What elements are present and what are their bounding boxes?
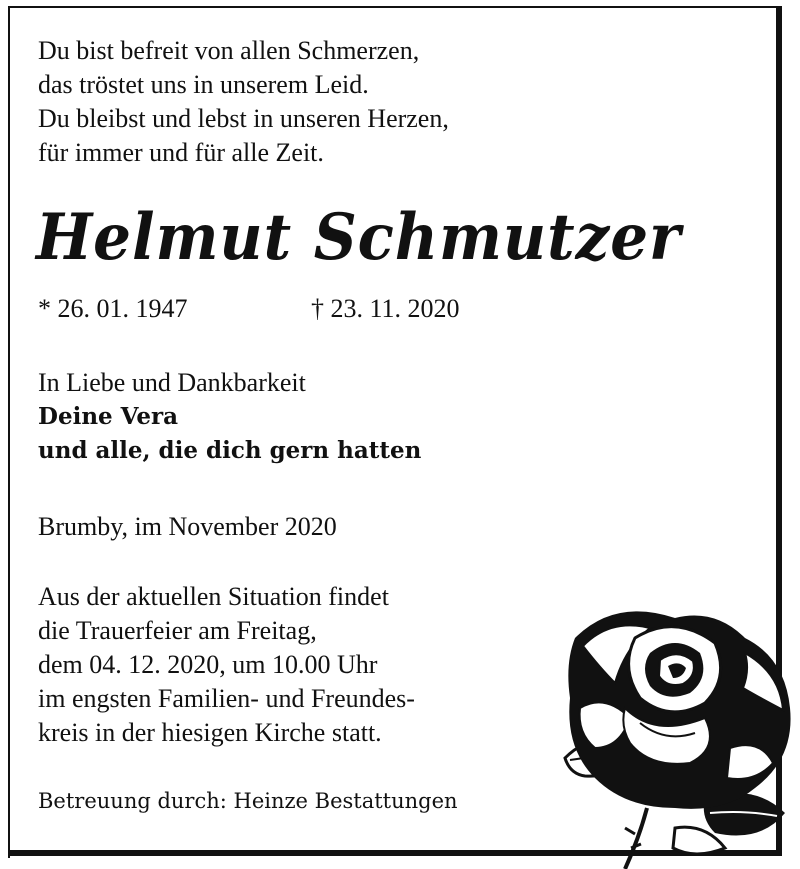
rose-icon bbox=[555, 598, 800, 869]
service-line: die Trauerfeier am Freitag, bbox=[38, 616, 317, 645]
death-date: † 23. 11. 2020 bbox=[311, 294, 460, 323]
poem-line: das tröstet uns in unserem Leid. bbox=[38, 70, 369, 99]
poem-line: Du bleibst und lebst in unseren Herzen, bbox=[38, 104, 449, 133]
deceased-name: Helmut Schmutzer bbox=[36, 200, 682, 275]
mourners bbox=[38, 366, 421, 468]
poem-line: Du bist befreit von allen Schmerzen, bbox=[38, 36, 420, 65]
place-date: Brumby, im November 2020 bbox=[38, 512, 337, 541]
mourners-others: und alle, die dich gern hatten bbox=[38, 437, 422, 464]
service-line: dem 04. 12. 2020, um 10.00 Uhr bbox=[38, 650, 378, 679]
service-line: Aus der aktuellen Situation findet bbox=[38, 582, 389, 611]
mourners-intro: In Liebe und Dankbarkeit bbox=[38, 368, 306, 397]
service-line: im engsten Familien- und Freundes- bbox=[38, 684, 415, 713]
poem-line: für immer und für alle Zeit. bbox=[38, 138, 324, 167]
service-line: kreis in der hiesigen Kirche statt. bbox=[38, 718, 382, 747]
undertaker-credit: Betreuung durch: Heinze Bestattungen bbox=[38, 789, 458, 813]
service-notice bbox=[38, 580, 415, 750]
poem bbox=[38, 34, 449, 170]
mourners-primary: Deine Vera bbox=[38, 403, 179, 430]
birth-date: * 26. 01. 1947 bbox=[38, 294, 188, 323]
